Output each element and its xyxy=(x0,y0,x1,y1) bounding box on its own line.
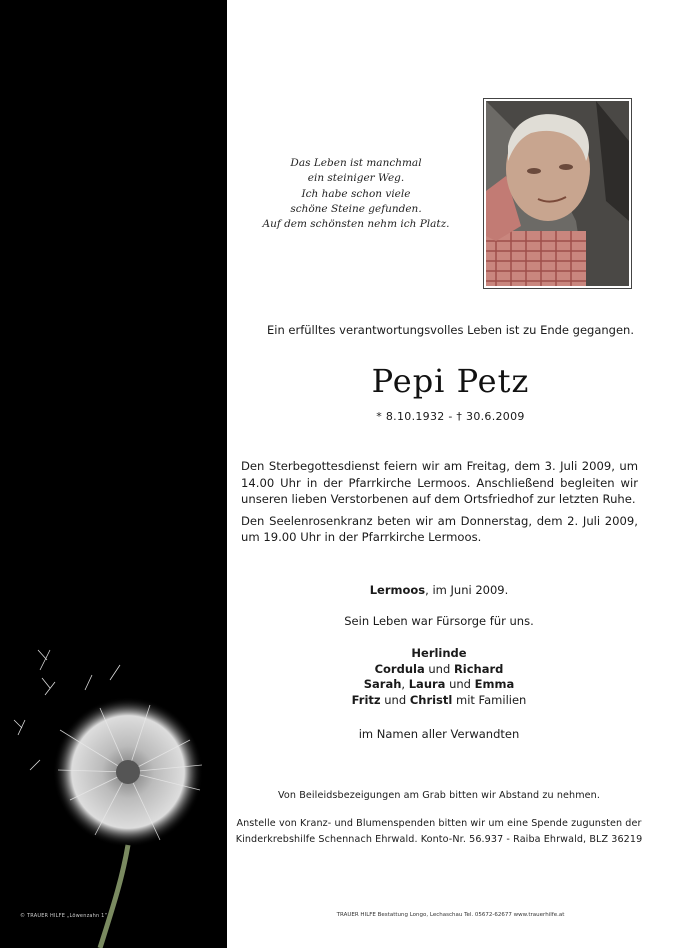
rosary-paragraph: Den Seelenrosenkranz beten wir am Donnerstag, dem 2. Juli 2009, um 19.00 Uhr in der Pfarrkirche Lermoos. xyxy=(241,513,638,545)
mourner-name: Emma xyxy=(474,677,515,692)
poem-line: schöne Steine gefunden. xyxy=(290,202,422,215)
mourner-name: Fritz xyxy=(351,693,381,708)
mourner-suffix: mit Familien xyxy=(452,693,527,708)
poem-line: Auf dem schönsten nehm ich Platz. xyxy=(262,218,450,231)
image-copyright: © TRAUER HILFE „Löwenzahn 1“ xyxy=(20,913,108,919)
poem-line: Ich habe schon viele xyxy=(301,187,411,200)
portrait-photo xyxy=(486,101,629,286)
service-text xyxy=(241,458,638,551)
dandelion-image xyxy=(0,620,227,948)
undertaker-footer: TRAUER HILFE Bestattung Longo, Lechaschau Tel. 05672-62677 www.trauerhilfe.at xyxy=(336,912,565,918)
portrait-photo-frame xyxy=(483,98,632,289)
black-side-band xyxy=(0,0,227,948)
mourner-line xyxy=(227,662,651,678)
poem-line: Das Leben ist manchmal xyxy=(290,157,422,169)
condolence-request: Von Beileidsbezeigungen am Grab bitten wir Abstand zu nehmen. xyxy=(278,790,600,801)
intro-sentence: Ein erfülltes verantwortungsvolles Leben ist zu Ende gegangen. xyxy=(267,323,634,337)
relatives-line: im Namen aller Verwandten xyxy=(358,727,520,741)
place-town: Lermoos xyxy=(369,583,426,597)
mourner-separator: und xyxy=(424,661,454,676)
mourner-line xyxy=(227,693,651,709)
funeral-service-paragraph: Den Sterbegottesdienst feiern wir am Freitag, dem 3. Juli 2009, um 14.00 Uhr in der Pfarrkirche Lermoos. Anschließend begleiten wir unseren lieben Verstorbenen auf dem Ortsfriedhof zur letzten Ruhe. xyxy=(241,459,638,507)
place-date-text: , im Juni 2009. xyxy=(425,583,509,597)
motto: Sein Leben war Fürsorge für uns. xyxy=(344,614,534,628)
mourner-name: Laura xyxy=(408,677,446,692)
mourner-name: Cordula xyxy=(374,661,425,676)
life-dates: * 8.10.1932 - † 30.6.2009 xyxy=(376,410,525,423)
mourners-list xyxy=(227,646,651,709)
mourner-separator: und xyxy=(380,693,410,708)
mourner-separator: und xyxy=(445,677,475,692)
mourner-line xyxy=(227,646,651,662)
donation-line: Anstelle von Kranz- und Blumenspenden bitten wir um eine Spende zugunsten der xyxy=(236,818,642,829)
mourner-name: Herlinde xyxy=(411,646,467,660)
donation-notice xyxy=(227,816,651,848)
mourner-name: Sarah xyxy=(363,677,402,692)
mourner-line xyxy=(227,677,651,693)
mourner-name: Christl xyxy=(409,693,453,708)
mourner-separator: , xyxy=(401,677,409,692)
poem xyxy=(262,156,450,232)
deceased-name: Pepi Petz xyxy=(371,362,530,400)
poem-line: ein steiniger Weg. xyxy=(307,172,405,185)
place-date xyxy=(227,583,651,597)
donation-line: Kinderkrebshilfe Schennach Ehrwald. Konto-Nr. 56.937 - Raiba Ehrwald, BLZ 36219 xyxy=(235,834,643,845)
mourner-name: Richard xyxy=(453,661,504,676)
